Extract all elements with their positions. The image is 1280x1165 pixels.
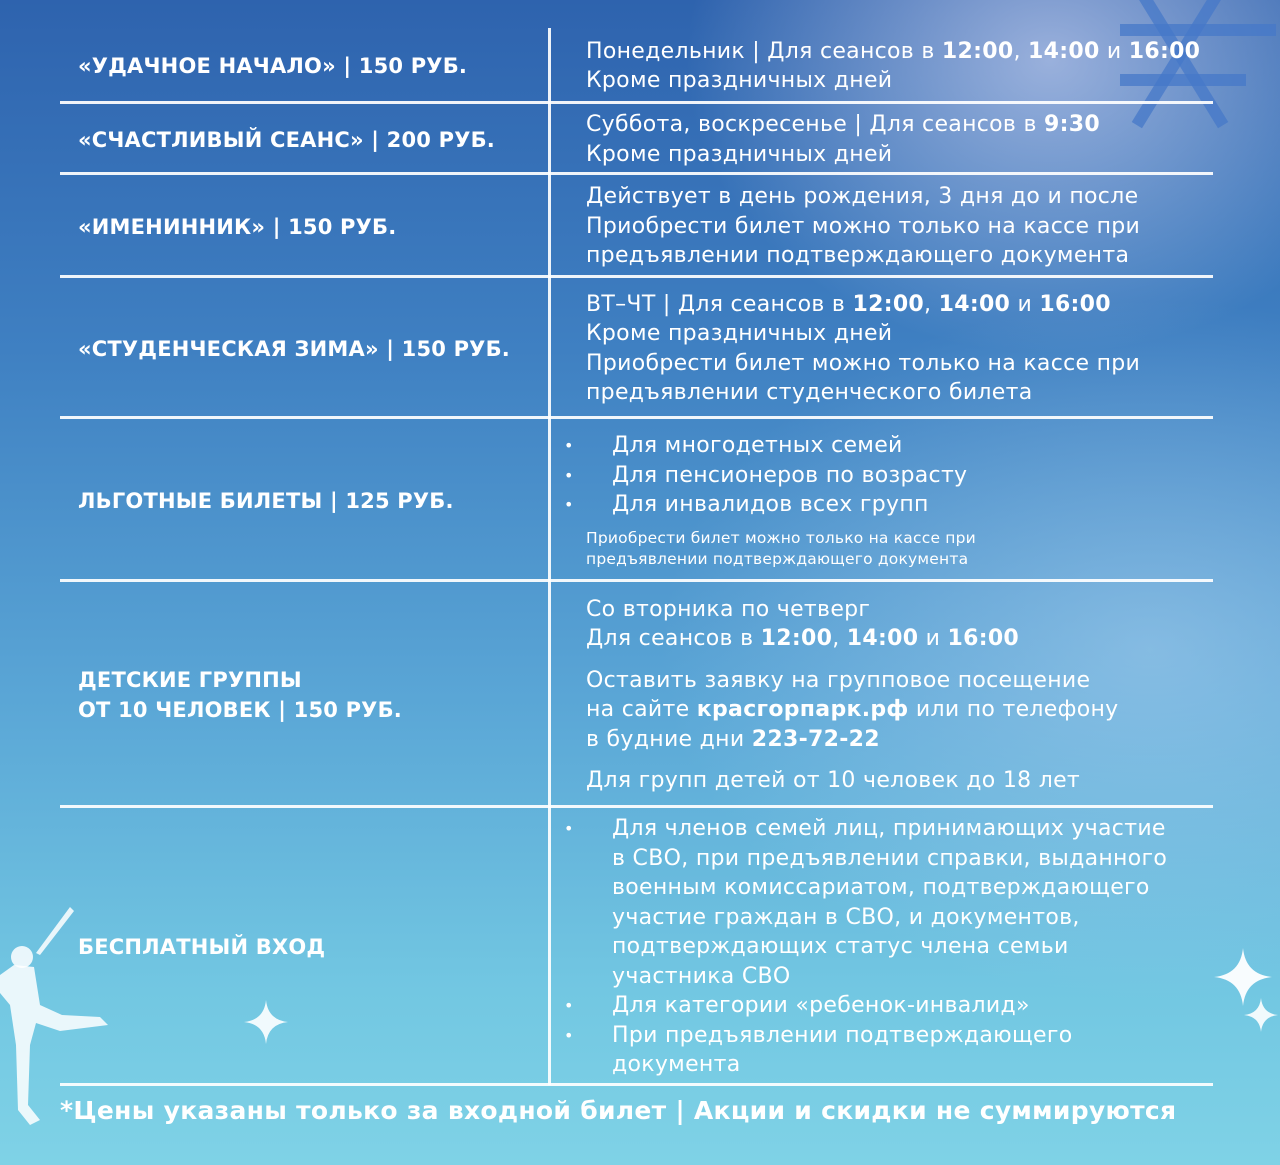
- price-row-children-groups: [60, 582, 1213, 808]
- schedule-line: Суббота, воскресенье | Для сеансов в 9:30: [586, 112, 1100, 137]
- bullet-icon: •: [564, 465, 574, 485]
- row-details: [586, 104, 1213, 175]
- list-item: • Для многодетных семей: [562, 431, 1213, 461]
- row-details: [562, 419, 1213, 582]
- detail-line: документа: [612, 1052, 741, 1078]
- row-title: ДЕТСКИЕ ГРУППЫ ОТ 10 ЧЕЛОВЕК | 150 РУБ.: [78, 668, 402, 722]
- row-title: «СЧАСТЛИВЫЙ СЕАНС» | 200 РУБ.: [78, 127, 495, 152]
- detail-line: Для групп детей от 10 человек до 18 лет: [586, 768, 1081, 793]
- price-row-lucky-start: [60, 28, 1213, 104]
- detail-line: Приобрести билет можно только на кассе при: [586, 213, 1141, 239]
- row-divider: [60, 1083, 1213, 1086]
- list-item: • Для категории «ребенок-инвалид»: [562, 991, 1213, 1021]
- phone-line: в будние дни 223-72-22: [586, 726, 880, 752]
- detail-line: Кроме праздничных дней: [586, 321, 893, 346]
- footer-disclaimer: *Цены указаны только за входной билет | Акции и скидки не суммируются: [60, 1096, 1177, 1125]
- price-row-free-entry: [60, 808, 1213, 1086]
- price-row-birthday: [60, 175, 1213, 278]
- website-link[interactable]: красгорпарк.рф: [696, 697, 909, 722]
- schedule-line: ВТ–ЧТ | Для сеансов в 12:00, 14:00 и 16:00: [586, 291, 1111, 317]
- schedule-line: Для сеансов в 12:00, 14:00 и 16:00: [586, 626, 1020, 651]
- detail-line: Оставить заявку на групповое посещение: [586, 667, 1091, 693]
- bullet-icon: •: [564, 1025, 574, 1045]
- row-title: «УДАЧНОЕ НАЧАЛО» | 150 РУБ.: [78, 54, 468, 78]
- note-line: Кроме праздничных дней: [586, 141, 893, 167]
- detail-line: в СВО, при предъявлении справки, выданного: [612, 845, 1168, 871]
- detail-line: участие граждан в СВО, и документов,: [612, 904, 1080, 930]
- bullet-icon: •: [564, 819, 574, 839]
- row-title: БЕСПЛАТНЫЙ ВХОД: [78, 935, 326, 959]
- detail-line: участника СВО: [612, 963, 791, 989]
- bullet-icon: •: [564, 495, 574, 515]
- detail-line: Действует в день рождения, 3 дня до и после: [586, 184, 1139, 210]
- bullet-icon: •: [564, 436, 574, 456]
- row-details: [586, 278, 1213, 419]
- list-item: • Для инвалидов всех групп: [562, 490, 1213, 520]
- list-item: • Для пенсионеров по возрасту: [562, 461, 1213, 491]
- price-row-happy-session: [60, 104, 1213, 175]
- list-item: • При предъявлении подтверждающего: [562, 1021, 1213, 1051]
- note-line: Кроме праздничных дней: [586, 68, 893, 93]
- row-title: «ИМЕНИННИК» | 150 РУБ.: [78, 214, 397, 239]
- note-line: предъявлении подтверждающего документа: [586, 549, 969, 568]
- schedule-line: Понедельник | Для сеансов в 12:00, 14:00 и 16:00: [586, 38, 1201, 64]
- phone-number[interactable]: 223-72-22: [751, 726, 880, 752]
- row-details: [586, 175, 1213, 278]
- price-row-discount-tickets: [60, 419, 1213, 582]
- price-row-student-winter: [60, 278, 1213, 419]
- website-line: на сайте красгорпарк.рф или по телефону: [586, 697, 1119, 722]
- note-line: Приобрести билет можно только на кассе при: [586, 528, 976, 547]
- detail-line: Со вторника по четверг: [586, 596, 871, 622]
- detail-line: подтверждающих статус члена семьи: [612, 934, 1069, 960]
- row-title: «СТУДЕНЧЕСКАЯ ЗИМА» | 150 РУБ.: [78, 336, 510, 361]
- detail-line: предъявлении подтверждающего документа: [586, 243, 1130, 269]
- row-details: [586, 582, 1213, 808]
- row-details: [586, 28, 1213, 104]
- detail-line: военным комиссариатом, подтверждающего: [612, 875, 1150, 901]
- bullet-icon: •: [564, 996, 574, 1016]
- detail-line: предъявлении студенческого билета: [586, 380, 1033, 405]
- row-title: ЛЬГОТНЫЕ БИЛЕТЫ | 125 РУБ.: [78, 488, 454, 513]
- sparkle-icon: [1244, 998, 1278, 1032]
- row-details: [562, 808, 1213, 1086]
- list-item: • Для членов семей лиц, принимающих участие: [562, 814, 1213, 844]
- detail-line: Приобрести билет можно только на кассе при: [586, 350, 1141, 376]
